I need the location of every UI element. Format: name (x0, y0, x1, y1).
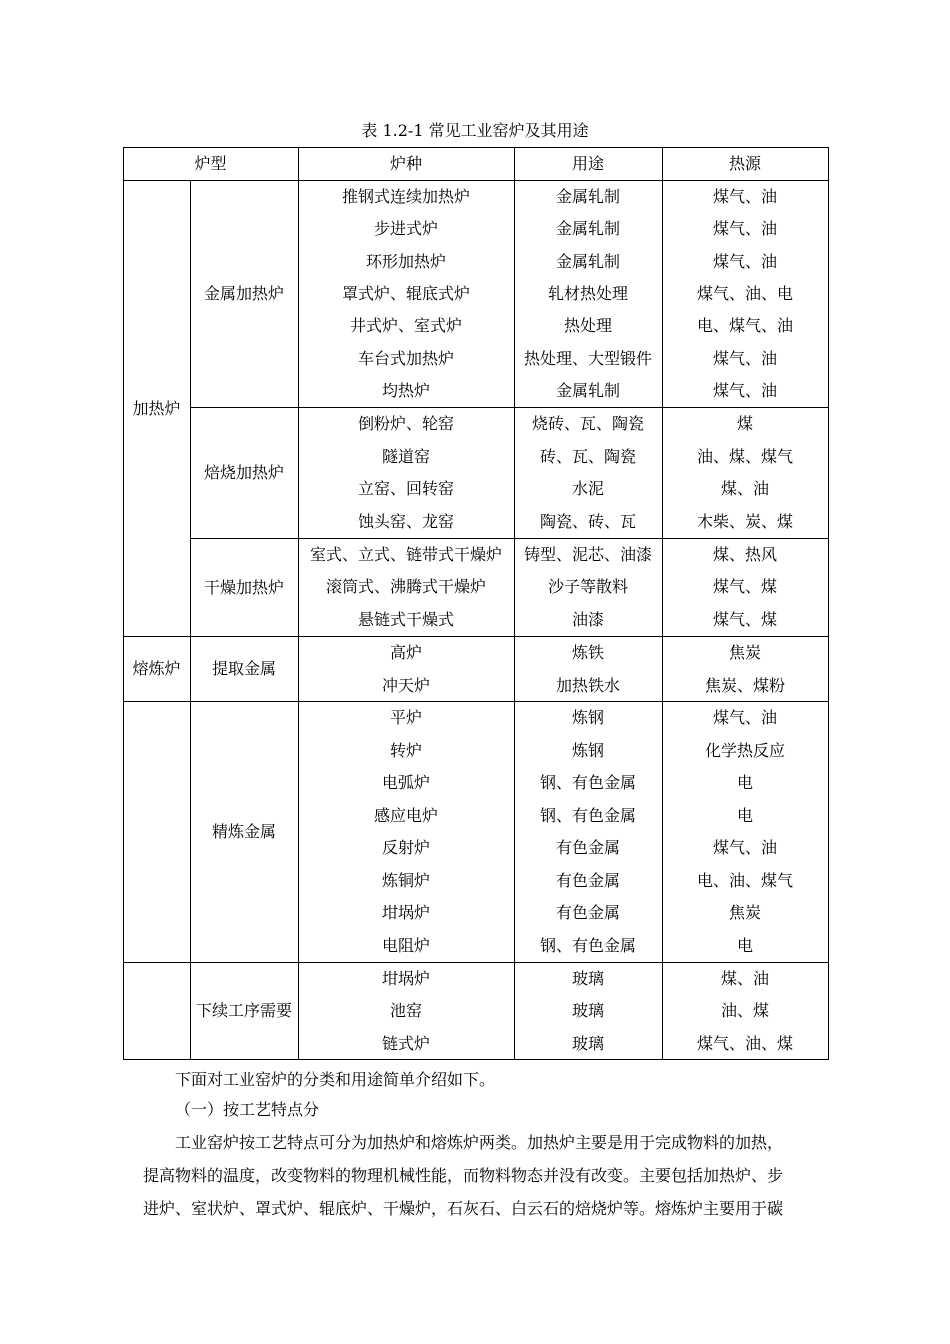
cell-heat-source: 电 (736, 773, 753, 792)
cell-furnace-kind: 坩埚炉 (381, 903, 430, 922)
section-heading: （一）按工艺特点分 (175, 1100, 320, 1119)
subcategory-metal-refining: 精炼金属 (211, 822, 276, 841)
cell-usage: 有色金属 (555, 903, 620, 922)
cell-heat-source: 焦炭 (728, 643, 761, 662)
cell-heat-source: 煤、油 (720, 969, 769, 988)
cell-heat-source: 油、煤、煤气 (696, 446, 793, 466)
paragraph-body-line-3: 进炉、室状炉、罩式炉、辊底炉、干燥炉，石灰石、白云石的焙烧炉等。熔炼炉主要用于碳 (143, 1199, 784, 1218)
cell-heat-source: 电 (736, 935, 753, 955)
cell-heat-source: 电 (736, 805, 753, 825)
cell-furnace-kind: 感应电炉 (373, 805, 438, 825)
subcategory-metal-extraction: 提取金属 (211, 659, 276, 678)
header-heat-source: 热源 (728, 154, 761, 173)
cell-heat-source: 煤气、油 (712, 348, 777, 368)
cell-usage: 炼钢 (571, 740, 604, 760)
cell-usage: 金属轧制 (555, 380, 620, 400)
cell-heat-source: 煤气、油 (712, 187, 777, 206)
cell-usage: 油漆 (571, 609, 604, 629)
cell-furnace-kind: 均热炉 (381, 380, 430, 400)
category-smelting-furnace: 熔炼炉 (132, 659, 181, 678)
cell-usage: 玻璃 (571, 969, 604, 988)
cell-heat-source: 煤气、油 (712, 708, 777, 727)
cell-furnace-kind: 立窑、回转窑 (357, 479, 454, 498)
subcategory-metal-heating: 金属加热炉 (203, 284, 284, 303)
header-furnace-type: 炉型 (194, 154, 227, 173)
cell-usage: 金属轧制 (555, 219, 620, 239)
cell-usage: 玻璃 (571, 1033, 604, 1053)
cell-furnace-kind: 罩式炉、辊底式炉 (341, 283, 470, 303)
cell-furnace-kind: 平炉 (389, 708, 422, 727)
cell-heat-source: 煤气、油、电 (696, 283, 793, 303)
cell-usage: 轧材热处理 (547, 283, 628, 303)
cell-furnace-kind: 步进式炉 (373, 219, 438, 239)
cell-usage: 陶瓷、砖、瓦 (539, 511, 636, 531)
cell-furnace-kind: 反射炉 (381, 838, 430, 857)
cell-heat-source: 木柴、炭、煤 (696, 511, 793, 531)
cell-heat-source: 焦炭 (728, 903, 761, 922)
cell-usage: 沙子等散料 (547, 577, 628, 597)
cell-heat-source: 煤 (736, 414, 753, 433)
paragraph-body-line-1: 工业窑炉按工艺特点可分为加热炉和熔炼炉两类。加热炉主要是用于完成物料的加热， (175, 1133, 784, 1152)
cell-heat-source: 煤、热风 (712, 545, 777, 564)
cell-furnace-kind: 链式炉 (381, 1033, 430, 1053)
cell-usage: 炼钢 (571, 708, 604, 727)
paragraph-body-line-2: 提高物料的温度，改变物料的物理机械性能，而物料物态并没有改变。主要包括加热炉、步 (143, 1166, 784, 1185)
cell-usage: 钢、有色金属 (539, 773, 636, 792)
cell-furnace-kind: 转炉 (389, 740, 422, 760)
cell-furnace-kind: 隧道窑 (381, 446, 430, 466)
cell-furnace-kind: 高炉 (389, 643, 422, 662)
header-furnace-kind: 炉种 (389, 154, 422, 173)
cell-heat-source: 焦炭、煤粉 (704, 675, 785, 695)
cell-furnace-kind: 车台式加热炉 (357, 348, 454, 368)
cell-furnace-kind: 电弧炉 (381, 773, 430, 792)
cell-furnace-kind: 悬链式干燥式 (357, 609, 454, 629)
table-caption: 表 1.2-1 常见工业窑炉及其用途 (361, 121, 589, 140)
cell-usage: 水泥 (571, 479, 604, 498)
cell-heat-source: 煤、油 (720, 479, 769, 498)
cell-usage: 炼铁 (571, 643, 604, 662)
cell-usage: 金属轧制 (555, 251, 620, 271)
cell-heat-source: 煤气、油、煤 (696, 1033, 793, 1053)
cell-usage: 玻璃 (571, 1001, 604, 1021)
cell-furnace-kind: 室式、立式、链带式干燥炉 (309, 545, 502, 564)
cell-usage: 加热铁水 (555, 675, 620, 695)
cell-heat-source: 电、油、煤气 (696, 870, 793, 890)
table-border-right (828, 147, 829, 1060)
cell-heat-source: 化学热反应 (704, 740, 785, 760)
cell-heat-source: 电、煤气、油 (696, 316, 793, 336)
cell-usage: 铸型、泥芯、油漆 (523, 545, 652, 564)
cell-furnace-kind: 滚筒式、沸腾式干燥炉 (325, 577, 486, 597)
cell-usage: 热处理、大型锻件 (523, 348, 652, 368)
cell-heat-source: 煤气、油 (712, 380, 777, 400)
cell-furnace-kind: 环形加热炉 (365, 251, 446, 271)
cell-furnace-kind: 冲天炉 (381, 675, 430, 695)
cell-furnace-kind: 井式炉、室式炉 (349, 316, 462, 336)
cell-usage: 钢、有色金属 (539, 935, 636, 955)
subcategory-drying-heating: 干燥加热炉 (203, 578, 284, 597)
cell-furnace-kind: 电阻炉 (381, 935, 430, 955)
cell-usage: 金属轧制 (555, 187, 620, 206)
cell-heat-source: 油、煤 (720, 1001, 769, 1021)
furnace-table (123, 147, 829, 1060)
cell-usage: 有色金属 (555, 838, 620, 857)
cell-heat-source: 煤气、油 (712, 251, 777, 271)
cell-usage: 有色金属 (555, 870, 620, 890)
cell-furnace-kind: 炼铜炉 (381, 870, 430, 890)
cell-usage: 烧砖、瓦、陶瓷 (531, 414, 644, 433)
cell-usage: 热处理 (563, 316, 612, 336)
cell-furnace-kind: 推钢式连续加热炉 (341, 187, 470, 206)
paragraph-intro: 下面对工业窑炉的分类和用途简单介绍如下。 (175, 1070, 496, 1089)
category-heating-furnace: 加热炉 (132, 399, 181, 418)
cell-heat-source: 煤气、煤 (712, 609, 777, 629)
cell-heat-source: 煤气、油 (712, 219, 777, 239)
cell-usage: 砖、瓦、陶瓷 (539, 446, 636, 466)
cell-furnace-kind: 蚀头窑、龙窑 (357, 511, 454, 531)
cell-heat-source: 煤气、油 (712, 838, 777, 857)
cell-furnace-kind: 池窑 (389, 1001, 422, 1021)
cell-furnace-kind: 坩埚炉 (381, 969, 430, 988)
cell-heat-source: 煤气、煤 (712, 577, 777, 597)
subcategory-subsequent-process: 下续工序需要 (195, 1001, 292, 1020)
header-usage: 用途 (571, 154, 604, 173)
cell-furnace-kind: 倒粉炉、轮窑 (357, 414, 454, 433)
subcategory-roasting-heating: 焙烧加热炉 (203, 463, 284, 482)
cell-usage: 钢、有色金属 (539, 805, 636, 825)
